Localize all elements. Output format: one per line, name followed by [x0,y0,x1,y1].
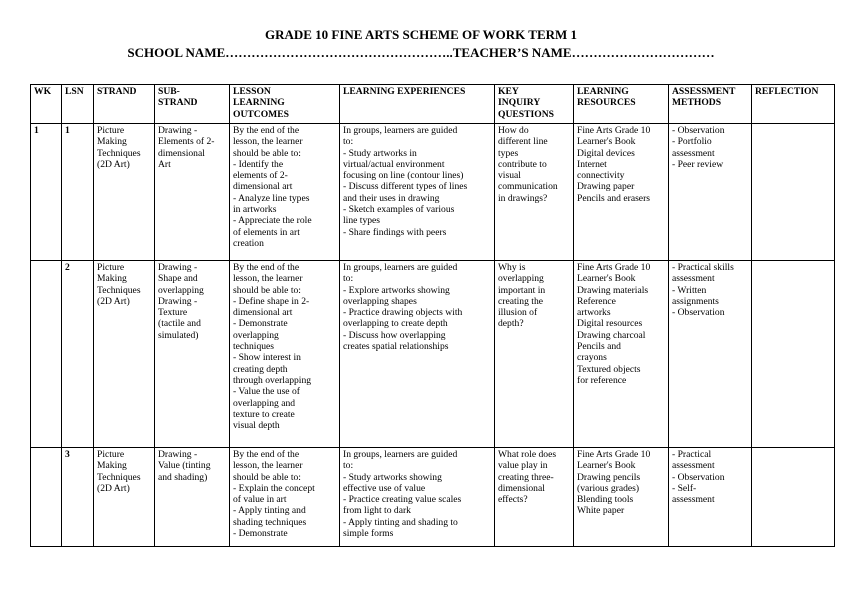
cell-text-line: RESOURCES [577,97,636,109]
cell-text-line: to: [343,273,354,285]
header-reflection [752,85,835,124]
cell-experiences [340,448,495,547]
cell-text-line: - Appreciate the role [233,215,312,227]
cell-lesson-number: 3 [62,448,94,547]
header-strand [94,85,155,124]
cell-text-line: Reference [577,295,616,307]
cell-text-line: dimensional [498,482,545,494]
cell-text-line: Fine Arts Grade 10 [577,449,651,460]
cell-text-line: creating depth [233,363,288,375]
cell-text-line: techniques [233,341,275,353]
cell-text-line: In groups, learners are guided [343,262,458,273]
cell-text-line: in drawings? [498,192,548,204]
table-row [31,448,835,547]
cell-sub-strand [155,261,230,448]
cell-sub-strand [155,124,230,261]
cell-assessment [669,261,752,448]
cell-text-line: Drawing - [158,262,198,273]
cell-text-line: Texture [158,307,188,319]
cell-reflection [752,448,835,547]
header-learning-resources [574,85,669,124]
cell-text-line: lesson, the learner [233,136,303,148]
cell-resources [574,448,669,547]
cell-text-line: illusion of [498,307,538,319]
cell-outcomes [230,124,340,261]
cell-text-line: assessment [672,460,715,472]
cell-text-line: - Self- [672,482,697,494]
cell-week: 1 [31,124,62,261]
document-title: GRADE 10 FINE ARTS SCHEME OF WORK TERM 1 [264,27,578,42]
cell-text-line: Making [97,273,127,285]
cell-text-line: for reference [577,374,627,386]
cell-text-line: - Demonstrate [233,318,288,330]
cell-text-line: Internet [577,158,607,170]
cell-text-line: QUESTIONS [498,108,554,120]
cell-text-line: Drawing paper [577,181,635,193]
cell-sub-strand [155,448,230,547]
cell-text-line: Why is [498,262,526,273]
cell-text-line: simple forms [343,528,394,540]
header-learning-experiences [340,85,495,124]
cell-text-line: depth? [498,318,524,330]
cell-questions [495,124,574,261]
scheme-table [30,84,835,547]
cell-text-line: effective use of value [343,482,426,494]
cell-text-line: Textured objects [577,363,641,375]
header-lsn [62,85,94,124]
cell-text-line: types [498,147,519,159]
cell-text-line: different line [498,136,548,148]
cell-text-line: contribute to [498,158,547,170]
header-wk [31,85,62,124]
cell-text-line: - Study artworks showing [343,471,442,483]
cell-week [31,448,62,547]
cell-text-line: - Observation [672,471,725,483]
cell-text-line: LEARNING [233,97,285,109]
cell-assessment [669,124,752,261]
table-row [31,261,835,448]
cell-text-line: creating three- [498,471,554,483]
cell-text-line: - Demonstrate [233,528,288,540]
cell-text-line: By the end of the [233,262,300,273]
cell-text-line: What role does [498,449,557,460]
cell-text-line: STRAND [97,86,137,97]
header-key-inquiry-questions [495,85,574,124]
cell-text-line: and their uses in drawing [343,192,440,204]
cell-text-line: - Written [672,284,707,296]
cell-strand [94,261,155,448]
cell-text-line: lesson, the learner [233,460,303,472]
cell-text-line: assessment [672,273,715,285]
cell-text-line: overlapping shapes [343,295,417,307]
cell-text-line: SUB- [158,86,180,97]
cell-text-line: virtual/actual environment [343,158,445,170]
cell-text-line: overlapping to create depth [343,318,448,330]
cell-text-line: By the end of the [233,125,300,136]
cell-text-line: overlapping and [233,397,296,409]
cell-text-line: assessment [672,147,715,159]
cell-text-line: Drawing charcoal [577,329,646,341]
cell-text-line: - Practice creating value scales [343,494,462,506]
cell-strand [94,124,155,261]
cell-text-line: Blending tools [577,494,634,506]
cell-text-line: - Peer review [672,158,724,170]
cell-text-line: lesson, the learner [233,273,303,285]
cell-text-line: creating the [498,295,544,307]
cell-week [31,261,62,448]
cell-text-line: Picture [97,449,125,460]
cell-text-line: Shape and [158,273,198,285]
school-teacher-line: SCHOOL NAME……………………………………………..TEACHER’S NAME…………………………… [127,45,715,60]
cell-text-line: of elements in art [233,226,300,238]
cell-text-line: - Define shape in 2- [233,295,310,307]
cell-text-line: Learner's Book [577,273,636,285]
cell-text-line: Drawing materials [577,284,649,296]
cell-text-line: Making [97,460,127,472]
cell-text-line: overlapping [498,273,544,285]
cell-text-line: communication [498,181,558,193]
cell-text-line: Drawing - [158,449,198,460]
table-header-row [31,85,835,124]
cell-text-line: overlapping [233,329,279,341]
cell-text-line: overlapping [158,284,204,296]
cell-text-line: - Practice drawing objects with [343,307,463,319]
cell-text-line: focusing on line (contour lines) [343,170,464,182]
cell-text-line: (2D Art) [97,158,130,170]
cell-text-line: - Value the use of [233,386,300,398]
cell-text-line: Drawing - [158,295,198,307]
cell-text-line: WK [34,86,52,97]
cell-text-line: - Sketch examples of various [343,204,455,216]
cell-reflection [752,124,835,261]
cell-text-line: INQUIRY [498,97,541,109]
cell-assessment [669,448,752,547]
cell-text-line: value play in [498,460,548,472]
cell-text-line: Drawing pencils [577,471,641,483]
cell-text-line: ASSESSMENT [672,86,736,97]
cell-text-line: STRAND [158,97,198,109]
header-assessment-methods [669,85,752,124]
cell-text-line: connectivity [577,170,625,182]
cell-text-line: Picture [97,262,125,273]
cell-text-line: - Explain the concept [233,482,315,494]
cell-experiences [340,261,495,448]
cell-text-line: - Explore artworks showing [343,284,450,296]
cell-text-line: LESSON [233,86,271,97]
cell-text-line: Fine Arts Grade 10 [577,262,651,273]
cell-text-line: Fine Arts Grade 10 [577,125,651,136]
cell-text-line: - Discuss different types of lines [343,181,468,193]
cell-text-line: - Observation [672,125,725,136]
cell-text-line: - Analyze line types [233,192,310,204]
cell-text-line: (2D Art) [97,482,130,494]
cell-text-line: Digital resources [577,318,643,330]
cell-text-line: through overlapping [233,374,312,386]
cell-text-line: How do [498,125,529,136]
cell-text-line: should be able to: [233,147,301,159]
cell-text-line: Techniques [97,471,141,483]
cell-lesson-number: 1 [62,124,94,261]
cell-text-line: KEY [498,86,519,97]
cell-text-line: METHODS [672,97,722,109]
cell-text-line: in artworks [233,204,277,216]
cell-text-line: By the end of the [233,449,300,460]
cell-text-line: elements of 2- [233,170,288,182]
cell-text-line: LEARNING [577,86,629,97]
cell-text-line: visual [498,170,521,182]
header-lesson-outcomes [230,85,340,124]
cell-text-line: Art [158,158,171,170]
cell-text-line: dimensional art [233,307,293,319]
cell-text-line: - Portfolio [672,136,712,148]
cell-text-line: - Apply tinting and [233,505,306,517]
cell-text-line: creates spatial relationships [343,341,449,353]
cell-text-line: (2D Art) [97,295,130,307]
cell-text-line: - Show interest in [233,352,301,364]
cell-text-line: REFLECTION [755,86,819,97]
cell-text-line: shading techniques [233,516,307,528]
cell-text-line: assignments [672,295,719,307]
cell-text-line: Making [97,136,127,148]
cell-text-line: - Practical [672,449,712,460]
cell-text-line: - Share findings with peers [343,226,447,238]
cell-text-line: (tactile and [158,318,201,330]
cell-text-line: (various grades) [577,482,640,494]
cell-text-line: assessment [672,494,715,506]
cell-questions [495,261,574,448]
cell-text-line: crayons [577,352,607,364]
cell-text-line: artworks [577,307,611,319]
cell-text-line: In groups, learners are guided [343,125,458,136]
cell-text-line: In groups, learners are guided [343,449,458,460]
cell-text-line: Elements of 2- [158,136,215,148]
cell-text-line: - Practical skills [672,262,734,273]
cell-text-line: OUTCOMES [233,108,289,120]
cell-text-line: dimensional art [233,181,293,193]
cell-text-line: Learner's Book [577,136,636,148]
cell-text-line: simulated) [158,329,199,341]
cell-text-line: LSN [65,86,84,97]
cell-text-line: effects? [498,494,528,506]
cell-text-line: texture to create [233,408,295,420]
cell-resources [574,261,669,448]
cell-lesson-number: 2 [62,261,94,448]
cell-text-line: Digital devices [577,147,635,159]
cell-text-line: Techniques [97,147,141,159]
cell-text-line: from light to dark [343,505,411,517]
cell-text-line: - Apply tinting and shading to [343,516,458,528]
cell-reflection [752,261,835,448]
cell-text-line: important in [498,284,546,296]
cell-strand [94,448,155,547]
cell-questions [495,448,574,547]
cell-text-line: to: [343,136,354,148]
header-sub-strand [155,85,230,124]
cell-text-line: visual depth [233,420,280,432]
cell-text-line: Drawing - [158,125,198,136]
cell-text-line: should be able to: [233,284,301,296]
cell-text-line: creation [233,237,264,249]
cell-text-line: Pencils and erasers [577,192,650,204]
cell-text-line: Learner's Book [577,460,636,472]
cell-text-line: line types [343,215,381,227]
cell-text-line: Value (tinting [158,460,211,472]
table-row [31,124,835,261]
cell-text-line: and shading) [158,471,208,483]
cell-text-line: Pencils and [577,341,621,353]
cell-text-line: Techniques [97,284,141,296]
cell-text-line: - Discuss how overlapping [343,329,446,341]
cell-outcomes [230,448,340,547]
cell-text-line: dimensional [158,147,205,159]
cell-experiences [340,124,495,261]
cell-text-line: LEARNING EXPERIENCES [343,86,466,97]
cell-resources [574,124,669,261]
cell-text-line: Picture [97,125,125,136]
cell-text-line: White paper [577,505,625,517]
cell-text-line: should be able to: [233,471,301,483]
cell-text-line: - Study artworks in [343,147,417,159]
cell-outcomes [230,261,340,448]
cell-text-line: - Identify the [233,158,284,170]
cell-text-line: to: [343,460,354,472]
cell-text-line: of value in art [233,494,287,506]
cell-text-line: - Observation [672,307,725,319]
